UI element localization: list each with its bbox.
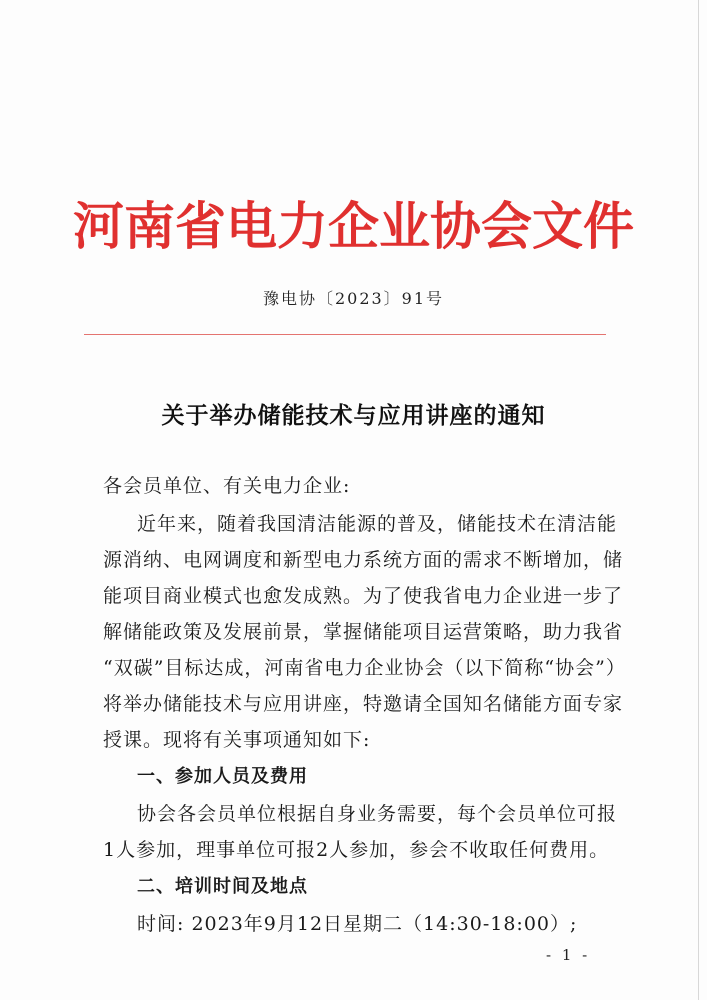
header-divider <box>84 334 606 335</box>
section-heading: 一、参加人员及费用 <box>137 766 308 787</box>
paragraph-line: “双碳”目标达成，河南省电力企业协会（以下简称“协会”） <box>103 657 626 679</box>
salutation: 各会员单位、有关电力企业: <box>103 475 351 497</box>
paragraph-line: 源消纳、电网调度和新型电力系统方面的需求不断增加，储 <box>103 549 624 571</box>
paragraph-line: 解储能政策及发展前景，掌握储能项目运营策略，助力我省 <box>103 621 624 643</box>
section-text-line: 协会各会员单位根据自身业务需要，每个会员单位可报 <box>137 803 618 825</box>
paragraph-line: 授课。现将有关事项通知如下: <box>103 729 371 751</box>
paragraph-line: 能项目商业模式也愈发成熟。为了使我省电力企业进一步了 <box>103 585 624 607</box>
page-number: - 1 - <box>546 946 591 964</box>
document-number: 豫电协〔2023〕91号 <box>262 289 445 308</box>
paragraph-line: 将举办储能技术与应用讲座，特邀请全国知名储能方面专家 <box>103 693 624 715</box>
document-header-title: 河南省电力企业协会文件 <box>72 197 634 257</box>
section-heading: 二、培训时间及地点 <box>137 876 308 897</box>
page-edge <box>698 0 699 1000</box>
notice-title: 关于举办储能技术与应用讲座的通知 <box>161 402 546 429</box>
section-text-line: 时间: 2023年9月12日星期二（14:30-18:00）; <box>137 913 578 935</box>
section-text-line: 1人参加，理事单位可报2人参加，参会不收取任何费用。 <box>103 839 610 861</box>
paragraph-line: 近年来，随着我国清洁能源的普及，储能技术在清洁能 <box>137 513 618 535</box>
